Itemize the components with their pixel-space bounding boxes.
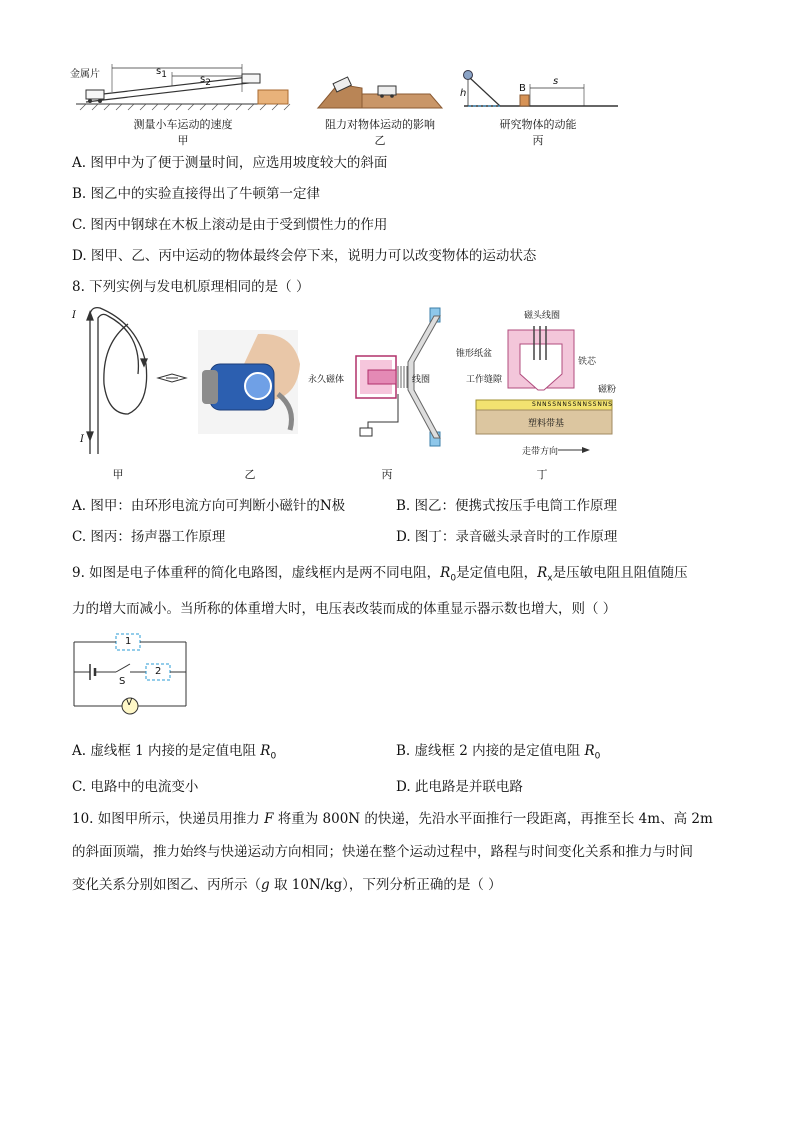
- bing-s-label: s: [553, 76, 559, 87]
- bing-caption: 研究物体的动能 丙: [499, 118, 577, 147]
- bing-b-label: B: [519, 83, 526, 94]
- q10-line1: 10. 如图甲所示，快递员用推力 F 将重为 800N 的快递，先沿水平面推行一段距离，再推至长 4m、高 2m: [72, 811, 713, 827]
- q9-option-a: A. 虚线框 1 内接的是定值电阻 $R_0$: [72, 743, 277, 762]
- q7-option-b: B. 图乙中的实验直接得出了牛顿第一定律: [72, 186, 321, 202]
- fig8-jia-name: 甲: [112, 468, 124, 481]
- jia-s1-label: $s_1$: [156, 66, 167, 80]
- metal-sheet-block: [258, 90, 288, 104]
- fig8-i-bottom: I: [80, 434, 84, 445]
- q10-line2: 的斜面顶端，推力始终与快递运动方向相同；快递在整个运动过程中，路程与时间变化关系和推力与时间: [72, 844, 693, 860]
- fig8-jia-coil: [87, 308, 147, 454]
- circuit-box1-label: 1: [125, 636, 132, 647]
- q8-option-a: A. 图甲：由环形电流方向可判断小磁针的N极: [72, 498, 346, 514]
- q8-option-d: D. 图丁：录音磁头录音时的工作原理: [396, 529, 618, 545]
- fig8-yi-name: 乙: [244, 468, 256, 481]
- fig-yi-board: [318, 77, 442, 108]
- q9-option-d: D. 此电路是并联电路: [396, 779, 523, 795]
- q7-option-c: C. 图丙中钢球在木板上滚动是由于受到惯性力的作用: [72, 217, 388, 233]
- fig8-tape-marks: S N N S S N N S S N N S S N N S: [532, 401, 612, 408]
- circuit-switch-label: S: [119, 676, 126, 687]
- fig8-gap-label: 工作缝隙: [466, 375, 503, 385]
- q9-stem-line2: 力的增大而减小。当所称的体重增大时，电压表改装而成的体重显示器示数也增大，则（ ）: [72, 601, 617, 617]
- figure-q8: [68, 304, 628, 464]
- fig8-coil-label: 线圈: [412, 375, 431, 385]
- circuit-box2-label: 2: [155, 666, 162, 677]
- fig8-i-top: I: [72, 310, 76, 321]
- fig8-magnet-label: 永久磁体: [308, 375, 345, 385]
- fig8-yi-flashlight: [198, 330, 300, 434]
- q10-line3: 变化关系分别如图乙、丙所示（g 取 10N/kg），下列分析正确的是（ ）: [72, 877, 502, 893]
- jia-caption: 测量小车运动的速度 甲: [133, 118, 233, 147]
- q7-option-a: A. 图甲中为了便于测量时间，应选用坡度较大的斜面: [72, 155, 388, 171]
- q9-option-b: B. 虚线框 2 内接的是定值电阻 $R_0$: [396, 743, 601, 762]
- q8-option-b: B. 图乙：便携式按压手电筒工作原理: [396, 498, 618, 514]
- jia-metal-label: 金属片: [70, 69, 100, 80]
- q8-option-c: C. 图丙：扬声器工作原理: [72, 529, 226, 545]
- figure-q9-circuit: [70, 628, 194, 720]
- q8-stem: 8. 下列实例与发电机原理相同的是（ ）: [72, 279, 310, 295]
- fig8-head-coil-label: 磁头线圈: [524, 311, 561, 321]
- jia-s2-label: $s_2$: [200, 74, 211, 88]
- fig8-ding-name: 丁: [536, 468, 548, 481]
- q9-option-c: C. 电路中的电流变小: [72, 779, 199, 795]
- fig8-powder-label: 磁粉: [598, 385, 617, 395]
- fig8-direction-label: 走带方向: [522, 447, 559, 457]
- fig8-tape-label: 塑料带基: [528, 419, 565, 429]
- steel-ball-icon: [464, 71, 473, 80]
- yi-caption: 阻力对物体运动的影响 乙: [325, 118, 435, 147]
- compass-needle-icon: [158, 374, 186, 382]
- bing-h-label: h: [460, 88, 467, 99]
- fig8-ding-head: [476, 326, 612, 453]
- fig8-bing-name: 丙: [381, 468, 393, 481]
- cart-icon: [86, 90, 104, 99]
- fig8-cone-label: 锥形纸盆: [456, 349, 493, 359]
- figure-q8-drawing: [68, 304, 628, 464]
- q7-option-d: D. 图甲、乙、丙中运动的物体最终会停下来，说明力可以改变物体的运动状态: [72, 248, 537, 264]
- fig-bing-kinetic: [464, 71, 619, 107]
- block-b: [520, 95, 529, 106]
- q9-stem-line1: 9. 如图是电子体重秤的简化电路图，虚线框内是两不同电阻，$R_0$是定值电阻，$R_x$是压敏电阻且阻值随压: [72, 565, 688, 584]
- fig8-core-label: 铁芯: [578, 357, 597, 367]
- fig-jia-incline: [76, 64, 290, 110]
- voltmeter-icon: V: [126, 698, 133, 708]
